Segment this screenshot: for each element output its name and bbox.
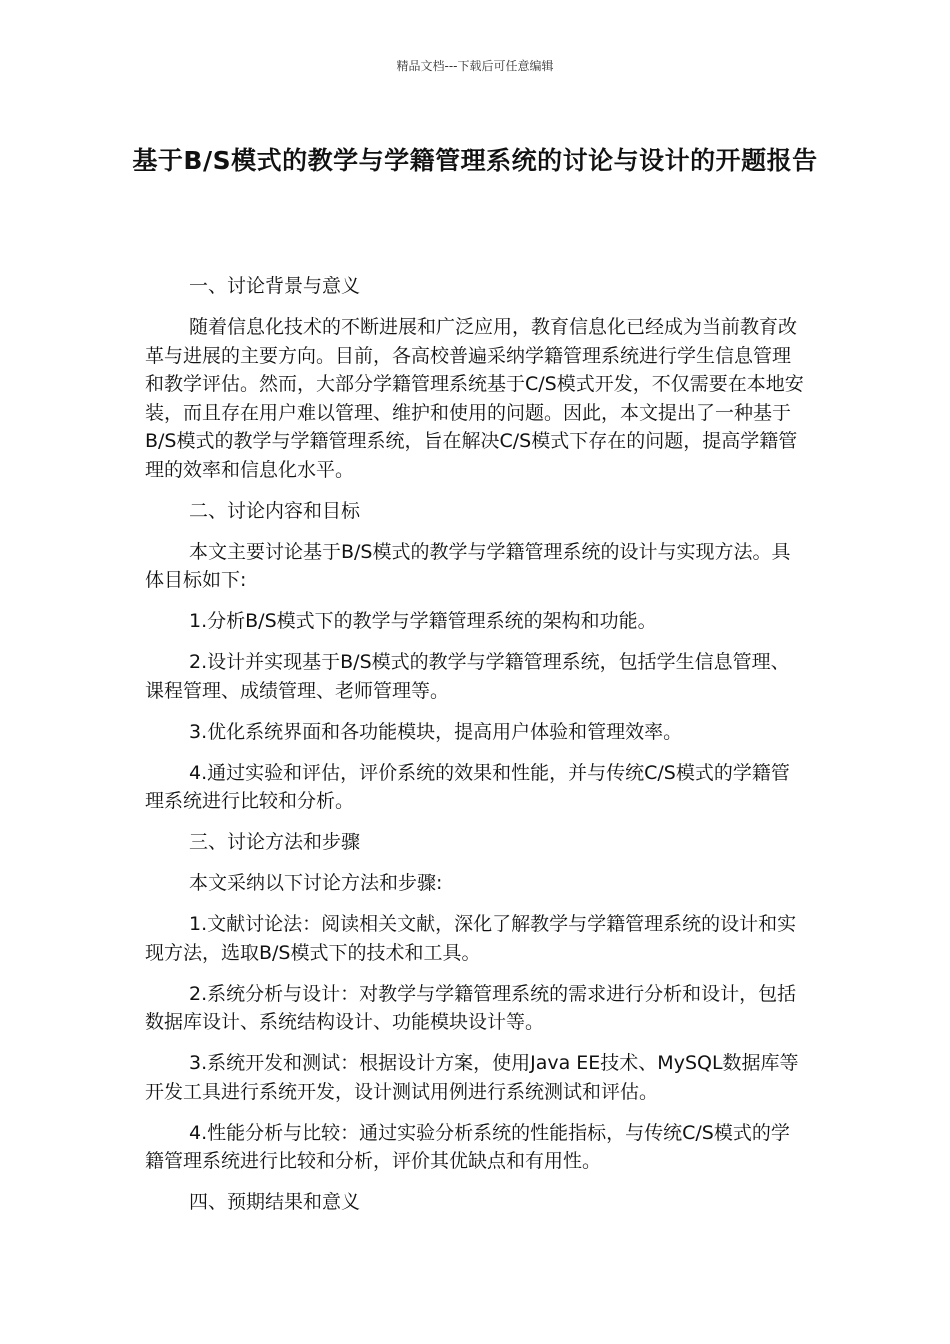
list-item-goal-3: 3.优化系统界面和各功能模块，提高用户体验和管理效率。 bbox=[189, 720, 683, 743]
list-item-goal-1: 1.分析B/S模式下的教学与学籍管理系统的架构和功能。 bbox=[189, 610, 657, 632]
paragraph-method-intro: 本文采纳以下讨论方法和步骤: bbox=[189, 872, 443, 894]
document-body bbox=[145, 272, 805, 1229]
page-header: 精品文档---下载后可任意编辑 bbox=[396, 59, 554, 73]
paragraph-content-intro: 本文主要讨论基于B/S模式的教学与学籍管理系统的设计与实现方法。具体目标如下: bbox=[145, 540, 791, 591]
list-item-goal-4: 4.通过实验和评估，评价系统的效果和性能，并与传统C/S模式的学籍管理系统进行比较和分析。 bbox=[145, 761, 790, 812]
list-item-goal-2: 2.设计并实现基于B/S模式的教学与学籍管理系统，包括学生信息管理、课程管理、成绩管理、老师管理等。 bbox=[145, 651, 790, 702]
section-heading-2: 二、讨论内容和目标 bbox=[189, 499, 361, 522]
section-heading-4: 四、预期结果和意义 bbox=[189, 1191, 361, 1213]
list-item-method-2: 2.系统分析与设计：对教学与学籍管理系统的需求进行分析和设计，包括数据库设计、系统结构设计、功能模块设计等。 bbox=[145, 982, 797, 1033]
list-item-method-1: 1.文献讨论法：阅读相关文献，深化了解教学与学籍管理系统的设计和实现方法，选取B/S模式下的技术和工具。 bbox=[145, 913, 797, 964]
section-heading-3: 三、讨论方法和步骤 bbox=[189, 831, 361, 853]
list-item-method-3: 3.系统开发和测试：根据设计方案，使用Java EE技术、MySQL数据库等开发工具进行系统开发，设计测试用例进行系统测试和评估。 bbox=[145, 1052, 799, 1103]
document-title: 基于B/S模式的教学与学籍管理系统的讨论与设计的开题报告 bbox=[132, 146, 818, 175]
paragraph-background: 随着信息化技术的不断进展和广泛应用，教育信息化已经成为当前教育改革与进展的主要方向。目前，各高校普遍采纳学籍管理系统进行学生信息管理和教学评估。然而，大部分学籍管理系统基于C/S模式开发，不仅需要在本地安装，而且存在用户难以管理、维护和使用的问题。因此，本文提出了一种基于B/S模式的教学与学籍管理系统，旨在解决C/S模式下存在的问题，提高学籍管理的效率和信息化水平。 bbox=[145, 316, 804, 481]
section-heading-1: 一、讨论背景与意义 bbox=[189, 275, 361, 297]
list-item-method-4: 4.性能分析与比较：通过实验分析系统的性能指标，与传统C/S模式的学籍管理系统进行比较和分析，评价其优缺点和有用性。 bbox=[145, 1121, 790, 1172]
